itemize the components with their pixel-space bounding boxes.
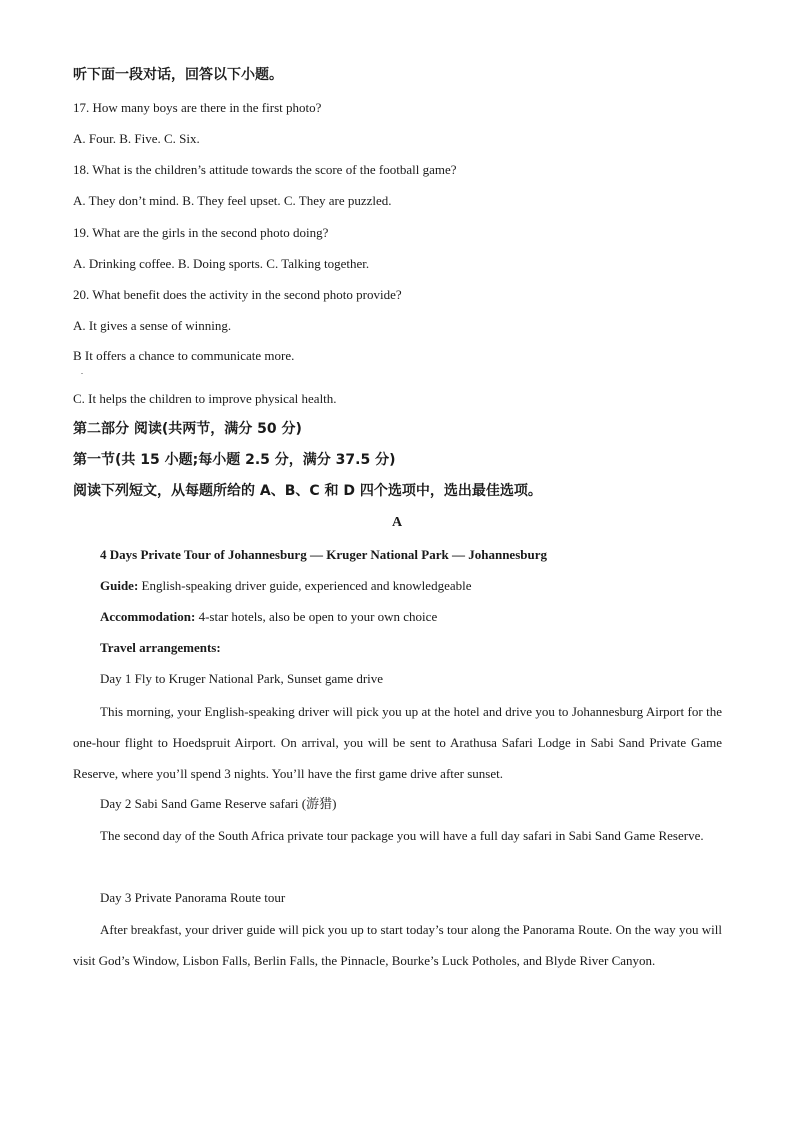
tour-title: 4 Days Private Tour of Johannesburg — Kruger National Park — Johannesburg (100, 547, 547, 562)
guide-text: English-speaking driver guide, experienced and knowledgeable (138, 578, 472, 593)
question-20-option-b-dot: . (81, 367, 83, 376)
question-18-options: A. They don’t mind. B. They feel upset. C. They are puzzled. (73, 193, 392, 208)
passage-label: A (391, 515, 403, 530)
question-20-option-c: C. It helps the children to improve physical health. (73, 391, 337, 406)
accommodation-label: Accommodation: (100, 609, 196, 624)
question-19: 19. What are the girls in the second photo doing? (73, 225, 329, 240)
question-19-options: A. Drinking coffee. B. Doing sports. C. Talking together. (73, 256, 370, 271)
travel-arrangements-label: Travel arrangements: (100, 640, 221, 655)
day1-paragraph: This morning, your English-speaking driver will pick you up at the hotel and drive you to Johannesburg Airport for the one-hour flight to Hoedspruit Airport. On arrival, you will be sent to Arathusa Safari Lodge in Sabi Sand Private Game Reserve, where you’ll spend 3 nights. You’ll have the first game drive after sunset. (73, 704, 722, 781)
question-20-option-b: B It offers a chance to communicate more. (73, 348, 295, 363)
question-18: 18. What is the children’s attitude towards the score of the football game? (73, 162, 457, 177)
day2-title: Day 2 Sabi Sand Game Reserve safari (游猎) (100, 796, 337, 811)
question-20-option-a: A. It gives a sense of winning. (73, 318, 232, 333)
reading-section-title: 第一节(共 15 小题;每小题 2.5 分，满分 37.5 分) (73, 452, 396, 468)
question-20: 20. What benefit does the activity in the second photo provide? (73, 287, 402, 302)
guide-label: Guide: (100, 578, 139, 593)
accommodation-text: 4-star hotels, also be open to your own choice (195, 609, 438, 624)
guide-line (100, 578, 472, 594)
day3-paragraph: After breakfast, your driver guide will pick you up to start today’s tour along the Panorama Route. On the way you will visit God’s Window, Lisbon Falls, Berlin Falls, the Pinnacle, Bourke’s Luck Potholes, and Blyde River Canyon. (73, 922, 722, 968)
question-17-options: A. Four. B. Five. C. Six. (73, 131, 200, 146)
reading-part-title: 第二部分 阅读(共两节，满分 50 分) (73, 421, 302, 437)
day1-title: Day 1 Fly to Kruger National Park, Sunset game drive (100, 671, 384, 686)
listening-instruction: 听下面一段对话，回答以下小题。 (73, 67, 283, 83)
reading-instruction: 阅读下列短文，从每题所给的 A、B、C 和 D 四个选项中，选出最佳选项。 (73, 483, 542, 499)
accommodation-line (100, 609, 437, 625)
day3-title: Day 3 Private Panorama Route tour (100, 890, 286, 905)
day2-paragraph: The second day of the South Africa private tour package you will have a full day safari in Sabi Sand Game Reserve. (100, 828, 704, 843)
question-17: 17. How many boys are there in the first photo? (73, 100, 322, 115)
